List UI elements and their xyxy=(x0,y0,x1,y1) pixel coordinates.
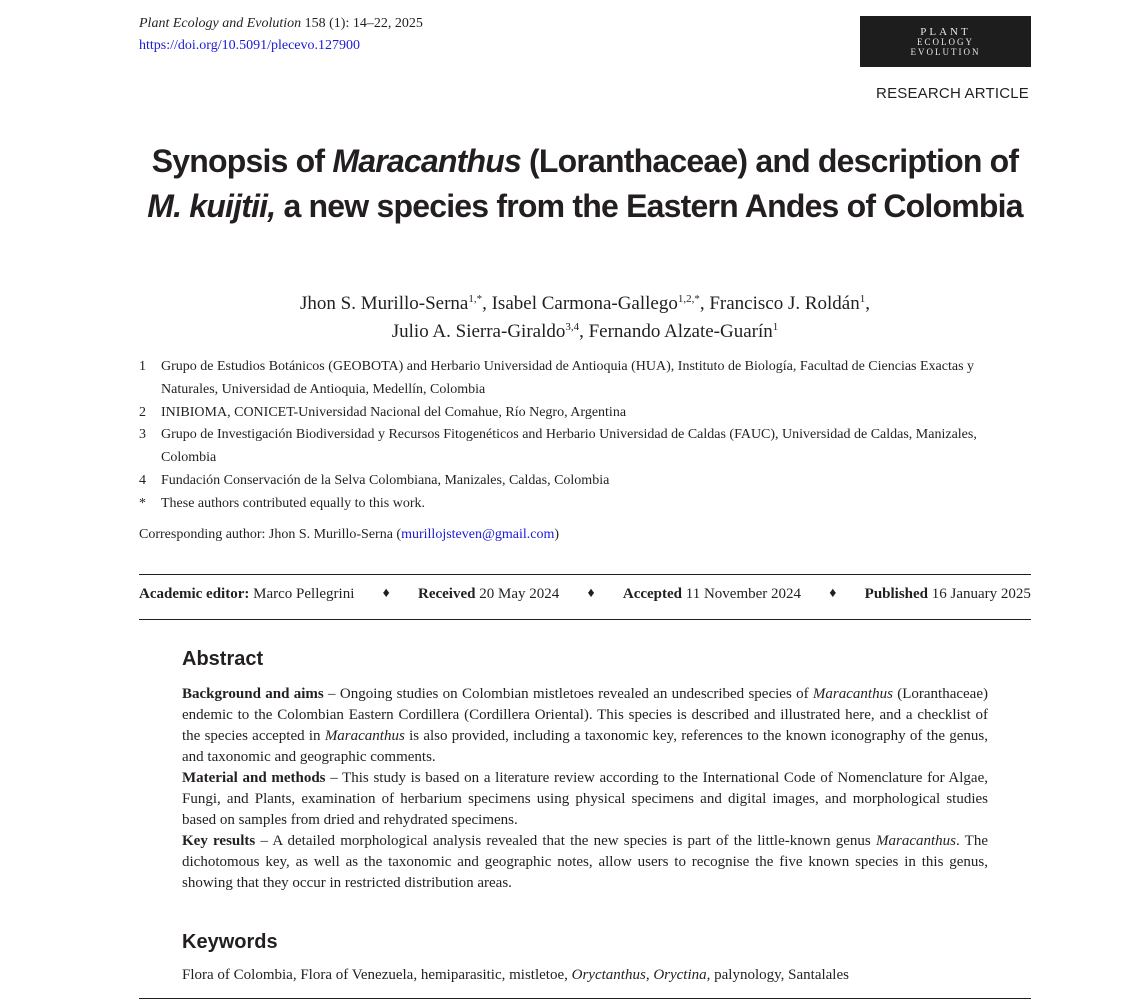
journal-volume: 158 (1): 14–22, 2025 xyxy=(301,16,423,31)
title-genus: Maracanthus xyxy=(332,143,521,179)
author-separator: , xyxy=(482,293,492,314)
affiliation-item xyxy=(139,493,1031,516)
logo-line-2: ECOLOGY xyxy=(917,37,974,47)
journal-logo[interactable] xyxy=(860,16,1031,67)
abstract-text: is also provided, including a taxonomic key, references to the known iconography of the genus, and taxonomic and geographic comments. xyxy=(182,728,988,765)
affiliation-text: Grupo de Estudios Botánicos (GEOBOTA) and Herbario Universidad de Antioquia (HUA), Instituto de Biología, Facultad de Ciencias Exactas y Naturales, Universidad de Antioquia, Medellín, Colombia xyxy=(161,359,975,397)
received-label: Received xyxy=(418,586,476,602)
abstract-text: – This study is based on a literature review according to the International Code of Nomenclature for Algae, Fungi, and Plants, examination of herbarium specimens using physical specimens and digital images, and morphological studies based on samples from dried and rehydrated specimens. xyxy=(182,770,988,828)
title-part: (Loranthaceae) and description of xyxy=(520,143,1019,179)
keyword-genus: Oryctanthus xyxy=(571,967,646,983)
diamond-separator-icon: ♦ xyxy=(382,586,390,601)
affiliation-text: INIBIOMA, CONICET-Universidad Nacional del Comahue, Río Negro, Argentina xyxy=(161,404,627,420)
journal-name: Plant Ecology and Evolution xyxy=(139,16,302,31)
author-name: Fernando Alzate-Guarín xyxy=(588,321,773,342)
affiliation-text: These authors contributed equally to this work. xyxy=(161,495,425,511)
corresponding-author-close: ) xyxy=(554,527,560,542)
author-separator: , xyxy=(699,293,710,314)
email-link[interactable]: murillojsteven@gmail.com xyxy=(401,527,555,542)
author-affiliation-mark: 1 xyxy=(859,293,866,305)
article-type: RESEARCH ARTICLE xyxy=(876,85,1029,102)
editor-label: Academic editor: xyxy=(139,586,250,602)
author-affiliation-mark: 3,4 xyxy=(565,321,580,333)
title-species: M. kuijtii, xyxy=(147,188,276,224)
title-part: a new species from the Eastern Andes of Colombia xyxy=(275,188,1023,224)
keyword-genus: Oryctina xyxy=(653,967,707,983)
keywords-list xyxy=(182,967,849,984)
accepted-value: 11 November 2024 xyxy=(682,586,802,602)
abstract-heading: Abstract xyxy=(182,648,264,670)
editor-value: Marco Pellegrini xyxy=(249,586,355,602)
corresponding-author-label: Corresponding author: Jhon S. Murillo-Serna ( xyxy=(139,527,402,542)
results-label: Key results xyxy=(182,833,256,849)
diamond-separator-icon: ♦ xyxy=(829,586,837,601)
author-separator: , xyxy=(865,293,870,314)
accepted-date xyxy=(623,586,801,603)
keyword-separator: , xyxy=(645,967,654,983)
journal-citation xyxy=(139,13,423,35)
abstract-text: – A detailed morphological analysis revealed that the new species is part of the little-known genus xyxy=(255,833,876,849)
published-date xyxy=(865,586,1031,603)
author-affiliation-mark: 1,2,* xyxy=(677,293,700,305)
diamond-separator-icon: ♦ xyxy=(587,586,595,601)
author-name: Isabel Carmona-Gallego xyxy=(491,293,678,314)
abstract-text: (Loranthaceae) endemic to the Colombian Eastern Cordillera (Cordillera Oriental). This species is described and illustrated here, and a checklist of the species accepted in xyxy=(182,686,988,744)
keyword-text: Flora of Colombia, Flora of Venezuela, hemiparasitic, mistletoe, xyxy=(182,967,572,983)
author-name: Julio A. Sierra-Giraldo xyxy=(391,321,566,342)
abstract-background xyxy=(182,684,988,768)
genus-name: Maracanthus xyxy=(875,833,956,849)
author-separator: , xyxy=(579,321,589,342)
abstract-methods xyxy=(182,768,988,831)
accepted-label: Accepted xyxy=(622,586,683,602)
published-label: Published xyxy=(864,586,929,602)
abstract-text: – Ongoing studies on Colombian mistletoes revealed an undescribed species of xyxy=(323,686,813,702)
affiliation-text: Fundación Conservación de la Selva Colombiana, Manizales, Caldas, Colombia xyxy=(161,472,610,488)
affiliation-number: 2 xyxy=(139,404,146,420)
logo-line-3: EVOLUTION xyxy=(910,47,981,57)
author-affiliation-mark: 1,* xyxy=(468,293,483,305)
keyword-text: , palynology, Santalales xyxy=(706,967,849,983)
journal-info xyxy=(139,13,423,57)
academic-editor xyxy=(139,586,354,603)
affiliation-item xyxy=(139,402,1031,425)
affiliation-item xyxy=(139,356,1031,402)
methods-label: Material and methods xyxy=(182,770,326,786)
author-affiliation-mark: 1 xyxy=(772,321,779,333)
affiliation-number: * xyxy=(139,495,146,511)
affiliation-number: 3 xyxy=(139,427,146,443)
affiliation-number: 1 xyxy=(139,359,146,374)
affiliation-item xyxy=(139,470,1031,493)
keywords-heading: Keywords xyxy=(182,931,278,953)
divider-top xyxy=(139,574,1031,575)
background-label: Background and aims xyxy=(182,686,324,702)
abstract-results xyxy=(182,831,988,894)
abstract-body xyxy=(182,684,988,894)
affiliation-text: Grupo de Investigación Biodiversidad y Recursos Fitogenéticos and Herbario Universidad de Caldas (FAUC), Universidad de Caldas, Manizales, Colombia xyxy=(161,427,977,466)
genus-name: Maracanthus xyxy=(324,728,405,744)
divider-bottom xyxy=(139,619,1031,620)
abstract-text: . The dichotomous key, as well as the taxonomic and geographic notes, allow users to recognise the five known species in this genus, showing that they occur in restricted distribution areas. xyxy=(182,833,988,891)
title-part: Synopsis of xyxy=(151,143,333,179)
corresponding-author xyxy=(139,527,559,543)
affiliation-list xyxy=(139,356,1031,516)
affiliation-item xyxy=(139,424,1031,470)
genus-name: Maracanthus xyxy=(812,686,893,702)
received-date xyxy=(418,586,559,603)
affiliation-number: 4 xyxy=(139,472,146,488)
author-list xyxy=(139,290,1031,346)
received-value: 20 May 2024 xyxy=(475,586,560,602)
divider-footer xyxy=(139,998,1031,999)
article-title xyxy=(139,139,1031,229)
author-name: Jhon S. Murillo-Serna xyxy=(300,293,469,314)
published-value: 16 January 2025 xyxy=(928,586,1031,602)
author-name: Francisco J. Roldán xyxy=(709,293,860,314)
editorial-info xyxy=(139,586,1031,603)
logo-line-1: PLANT xyxy=(920,26,971,38)
doi-link[interactable]: https://doi.org/10.5091/plecevo.127900 xyxy=(139,38,361,53)
